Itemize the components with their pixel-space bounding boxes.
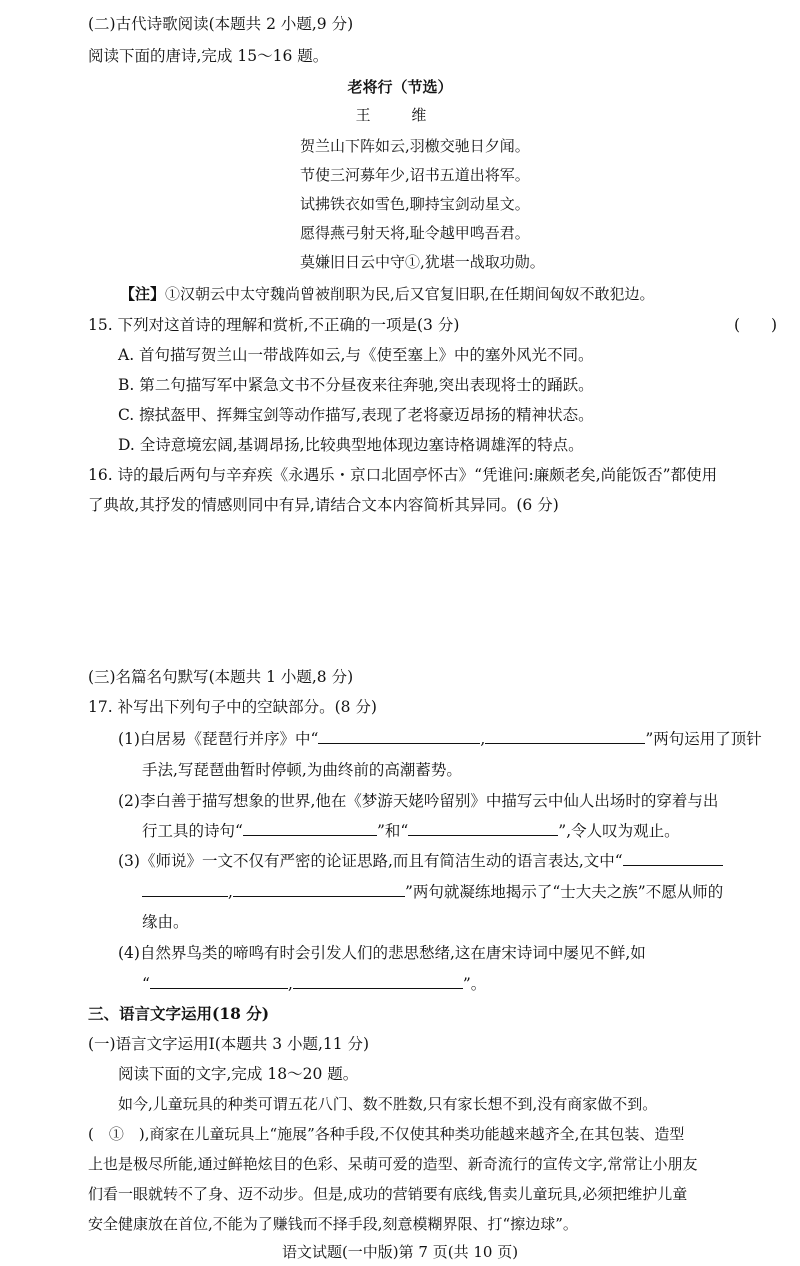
answer-blank[interactable]: [623, 851, 723, 866]
passage-line: ( ① ),商家在儿童玩具上“施展”各种手段,不仅使其种类功能越来越齐全,在其包装、造型: [88, 1125, 685, 1143]
poem-note: [120, 283, 655, 304]
subsection-header: (一)语言文字运用Ⅰ(本题共 3 小题,11 分): [88, 1035, 370, 1053]
poem-line: 节使三河募年少,诏书五道出将军。: [300, 166, 530, 184]
subsection-intro: 阅读下面的文字,完成 18～20 题。: [118, 1065, 359, 1083]
fill-item-2-cont: 行工具的诗句“ ”和“ ”,令人叹为观止。: [142, 822, 680, 840]
poem-line: 贺兰山下阵如云,羽檄交驰日夕闻。: [300, 137, 530, 155]
passage-line: 如今,儿童玩具的种类可谓五花八门、数不胜数,只有家长想不到,没有商家做不到。: [118, 1095, 658, 1113]
poem-line: 愿得燕弓射天将,耻令越甲鸣吾君。: [300, 224, 530, 242]
fill-item-1: (1)白居易《琵琶行并序》中“ , ”两句运用了顶针: [118, 730, 762, 748]
answer-blank[interactable]: [485, 729, 645, 744]
fill-item-3-end: 缘由。: [142, 913, 189, 931]
poem-author: 王 维: [355, 106, 445, 124]
question-17-stem: 17. 补写出下列句子中的空缺部分。(8 分): [88, 698, 377, 716]
section-header: (三)名篇名句默写(本题共 1 小题,8 分): [88, 668, 354, 686]
poem-line: 莫嫌旧日云中守①,犹堪一战取功勋。: [300, 253, 545, 271]
answer-blank[interactable]: [243, 821, 377, 836]
passage-line: 上也是极尽所能,通过鲜艳炫目的色彩、呆萌可爱的造型、新奇流行的宣传文字,常常让小朋友: [88, 1155, 698, 1173]
option-a: A. 首句描写贺兰山一带战阵如云,与《使至塞上》中的塞外风光不同。: [118, 346, 594, 364]
part-header: 三、语言文字运用(18 分): [88, 1004, 270, 1023]
note-label: 【注】: [120, 285, 166, 303]
answer-blank[interactable]: [150, 974, 288, 989]
page-footer: 语文试题(一中版)第 7 页(共 10 页): [281, 1243, 519, 1261]
question-16-line-1: 16. 诗的最后两句与辛弃疾《永遇乐・京口北固亭怀古》“凭谁问:廉颇老矣,尚能饭否”都使用: [88, 466, 718, 484]
note-text: ①汉朝云中太守魏尚曾被削职为民,后又官复旧职,在任期间匈奴不敢犯边。: [165, 285, 655, 303]
passage-line: 们看一眼就转不了身、迈不动步。但是,成功的营销要有底线,售卖儿童玩具,必须把维护儿童: [88, 1185, 688, 1203]
option-d: D. 全诗意境宏阔,基调昂扬,比较典型地体现边塞诗格调雄浑的特点。: [118, 436, 584, 454]
poem-line: 试拂铁衣如雪色,聊持宝剑动星文。: [300, 195, 530, 213]
option-b: B. 第二句描写军中紧急文书不分昼夜来往奔驰,突出表现将士的踊跃。: [118, 376, 594, 394]
poem-title: 老将行（节选）: [347, 78, 453, 96]
answer-bracket[interactable]: ( ): [734, 316, 778, 334]
fill-item-3: (3)《师说》一文不仅有严密的论证思路,而且有简洁生动的语言表达,文中“: [118, 849, 723, 871]
option-c: C. 擦拭盔甲、挥舞宝剑等动作描写,表现了老将豪迈昂扬的精神状态。: [118, 406, 594, 424]
passage-line: 安全健康放在首位,不能为了赚钱而不择手段,刻意模糊界限、打“擦边球”。: [88, 1215, 578, 1233]
section-header: (二)古代诗歌阅读(本题共 2 小题,9 分): [88, 15, 354, 33]
answer-blank[interactable]: [233, 882, 405, 897]
answer-blank[interactable]: [142, 882, 228, 897]
fill-item-1-cont: 手法,写琵琶曲暂时停顿,为曲终前的高潮蓄势。: [142, 761, 462, 779]
answer-blank[interactable]: [408, 821, 558, 836]
answer-blank[interactable]: [293, 974, 463, 989]
question-15-stem: 15. 下列对这首诗的理解和赏析,不正确的一项是(3 分): [88, 316, 460, 334]
fill-item-4-cont: “ , ”。: [142, 975, 487, 993]
fill-item-2: (2)李白善于描写想象的世界,他在《梦游天姥吟留别》中描写云中仙人出场时的穿着与出: [118, 792, 719, 810]
question-16-line-2: 了典故,其抒发的情感则同中有异,请结合文本内容简析其异同。(6 分): [88, 496, 559, 514]
fill-item-3-cont: , ”两句就凝练地揭示了“士大夫之族”不愿从师的: [142, 880, 723, 902]
answer-blank[interactable]: [318, 729, 480, 744]
section-intro: 阅读下面的唐诗,完成 15～16 题。: [88, 47, 329, 65]
fill-item-4: (4)自然界鸟类的啼鸣有时会引发人们的悲思愁绪,这在唐宋诗词中屡见不鲜,如: [118, 944, 646, 962]
